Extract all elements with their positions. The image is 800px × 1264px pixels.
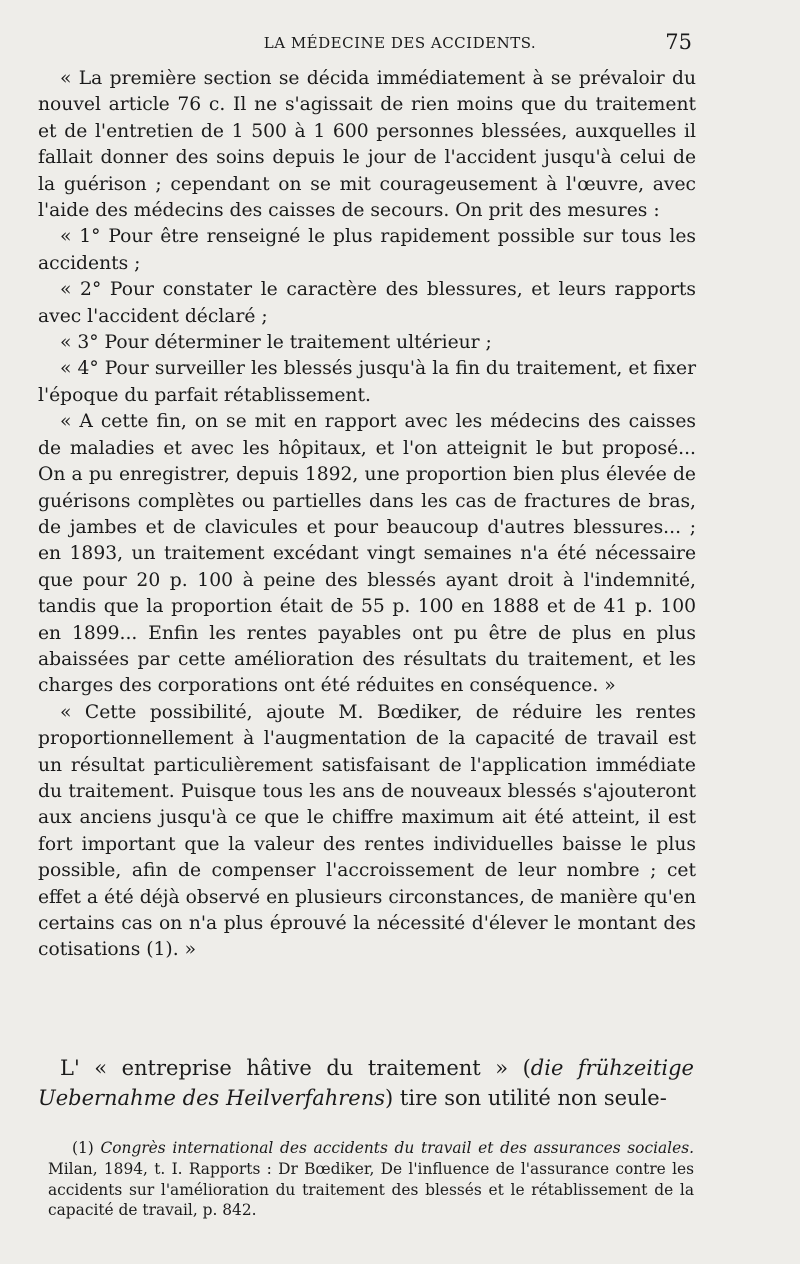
paragraph-measure-3: « 3° Pour déterminer le traitement ultérieur ; (60, 332, 492, 354)
footnote-italic-title: Congrès international des accidents du travail et des assurances sociales. (100, 1139, 694, 1157)
footnote-1 (48, 1138, 694, 1221)
paragraph-measure-2: « 2° Pour constater le caractère des blessures, et leurs rapports avec l'accident déclaré ; (38, 279, 696, 327)
footnote-marker: (1) (72, 1139, 94, 1157)
paragraph-measure-4: « 4° Pour surveiller les blessés jusqu'à la fin du traitement, et fixer l'époque du parfait rétablissement. (38, 358, 696, 406)
paragraph-first-section: « La première section se décida immédiatement à se prévaloir du nouvel article 76 c. Il ne s'agissait de rien moins que du traitement et de l'entretien de 1 500 à 1 600 personnes blessées, auxquelles il fallait donner des soins depuis le jour de l'accident jusqu'à celui de la guérison ; cependant on se mit courageusement à l'œuvre, avec l'aide des médecins des caisses de secours. On prit des mesures : (38, 68, 696, 222)
footnotes (48, 1138, 694, 1221)
footnote-text: Milan, 1894, t. I. Rapports : Dr Bœdiker, De l'influence de l'assurance contre les accidents sur l'amélioration du traitement des blessés et le rétablissement de la capacité de travail, p. 842. (48, 1159, 694, 1220)
lead-end: ) tire son utilité non seule- (385, 1085, 667, 1110)
lead-italic-term: die frühzeitige Uebernahme des Heilverfahrens (38, 1056, 694, 1110)
paragraph-results: « A cette fin, on se mit en rapport avec les médecins des caisses de maladies et avec les hôpitaux, et l'on atteignit le but proposé... On a pu enregistrer, depuis 1892, une proportion bien plus élevée de guérisons complètes ou partielles dans les cas de fractures de bras, de jambes et de clavicules et pour beaucoup d'autres blessures... ; en 1893, un traitement excédant vingt semaines n'a été nécessaire que pour 20 p. 100 à peine des blessés ayant droit à l'indemnité, tandis que la proportion était de 55 p. 100 en 1888 et de 41 p. 100 en 1899... Enfin les rentes payables ont pu être de plus en plus abaissées par cette amélioration des résultats du traitement, et les charges des corporations ont été réduites en conséquence. » (38, 411, 696, 697)
paragraph-measure-1: « 1° Pour être renseigné le plus rapidement possible sur tous les accidents ; (38, 226, 696, 274)
lead-start: L' « entreprise hâtive du traitement » ( (60, 1056, 531, 1080)
paragraph-boediker: « Cette possibilité, ajoute M. Bœdiker, de réduire les rentes proportionnellement à l'augmentation de la capacité de travail est un résultat particulièrement satisfaisant de l'application immédiate du traitement. Puisque tous les ans de nouveaux blessés s'ajouteront aux anciens jusqu'à ce que le chiffre maximum ait été atteint, il est fort important que la valeur des rentes individuelles baisse le plus possible, afin de compenser l'accroissement de leur nombre ; cet effet a été déjà observé en plusieurs circonstances, de manière qu'en certains cas on n'a plus éprouvé la nécessité d'élever le montant des cotisations (1). » (38, 701, 696, 961)
page-header (0, 28, 800, 58)
running-title: LA MÉDECINE DES ACCIDENTS. (263, 34, 537, 52)
lead-paragraph (38, 1054, 694, 1113)
page-number: 75 (665, 30, 692, 54)
body-text (38, 66, 696, 964)
